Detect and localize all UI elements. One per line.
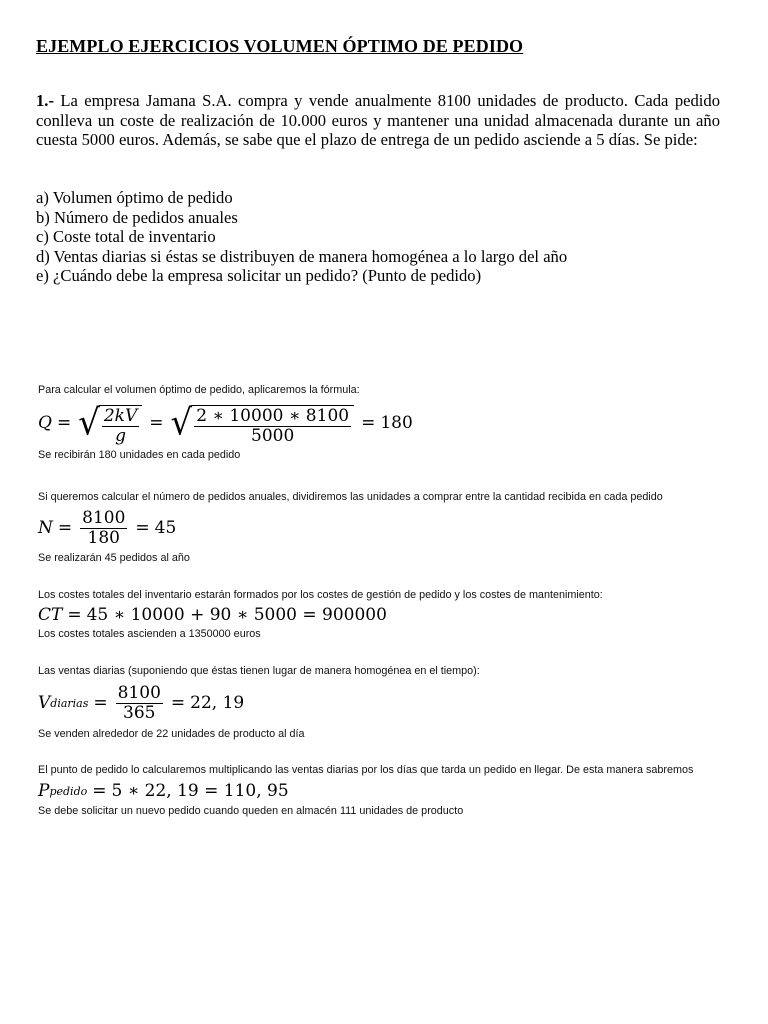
formula-q-f2-num: 2 ∗ 10000 ∗ 8100 bbox=[196, 405, 350, 426]
formula-v-result: 22, 19 bbox=[190, 693, 245, 713]
solution-n-conclusion: Se realizarán 45 pedidos al año bbox=[38, 552, 190, 564]
formula-q-result: 180 bbox=[380, 413, 413, 433]
solution-ct-conclusion: Los costes totales ascienden a 1350000 euros bbox=[38, 628, 261, 640]
solution-n-intro: Si queremos calcular el número de pedidos anuales, dividiremos las unidades a comprar entre la cantidad recibida en cada pedido bbox=[38, 491, 663, 503]
question-d: d) Ventas diarias si éstas se distribuyen de manera homogénea a lo largo del año bbox=[36, 246, 568, 266]
question-a: a) Volumen óptimo de pedido bbox=[36, 188, 233, 207]
formula-v-num: 8100 bbox=[117, 682, 161, 703]
formula-p-sub: pedido bbox=[49, 784, 88, 798]
formula-ct-rhs: 45 ∗ 10000 + 90 ∗ 5000 = 900000 bbox=[86, 605, 387, 625]
solution-total-cost bbox=[38, 589, 728, 641]
formula-ct: CT = 45 ∗ 10000 + 90 ∗ 5000 = 900000 bbox=[38, 605, 387, 625]
question-b: b) Número de pedidos anuales bbox=[36, 207, 238, 227]
solution-v-intro: Las ventas diarias (suponiendo que éstas tienen lugar de manera homogénea en el tiempo): bbox=[38, 665, 480, 677]
solution-daily-sales bbox=[38, 665, 728, 741]
solution-q-intro: Para calcular el volumen óptimo de pedido, aplicaremos la fórmula: bbox=[38, 384, 360, 396]
problem-text: La empresa Jamana S.A. compra y vende anualmente 8100 unidades de producto. Cada pedido conlleva un coste de realización de 10.000 euros y mantener una unidad almacenada durante un año cuesta 5000 euros. Además, se sabe que el plazo de entrega de un pedido asciende a 5 días. Se pide: bbox=[36, 91, 720, 150]
question-list bbox=[36, 188, 736, 286]
formula-q: Q = √ $\frac{2kV}{g}$ = √ $\frac{2 ∗ 10000 ∗ 8100}{5000}$ = 180 bbox=[38, 401, 413, 446]
sqrt-1: √ $\frac{2kV}{g}$ bbox=[78, 401, 142, 446]
solution-v-conclusion: Se venden alrededor de 22 unidades de producto al día bbox=[38, 728, 305, 740]
problem-number: 1.- bbox=[36, 91, 54, 110]
sqrt-2: √ $\frac{2 ∗ 10000 ∗ 8100}{5000}$ bbox=[171, 401, 355, 446]
formula-v-sub: diarias bbox=[50, 696, 89, 710]
solution-reorder-point bbox=[38, 764, 724, 818]
formula-v-lhs: V bbox=[38, 693, 51, 713]
formula-n-result: 45 bbox=[154, 518, 177, 538]
solution-optimal-volume bbox=[38, 384, 728, 462]
solution-p-intro: El punto de pedido lo calcularemos multiplicando las ventas diarias por los días que tarda un pedido en llegar. De esta manera sabremos bbox=[38, 764, 694, 776]
question-c: c) Coste total de inventario bbox=[36, 227, 216, 247]
formula-n-den: 180 bbox=[87, 527, 120, 548]
problem-statement bbox=[36, 91, 720, 150]
formula-p: P pedido = 5 ∗ 22, 19 = 110, 95 bbox=[38, 781, 289, 801]
formula-q-f1-num: 2kV bbox=[103, 405, 138, 426]
solution-p-conclusion: Se debe solicitar un nuevo pedido cuando queden en almacén 111 unidades de producto bbox=[38, 805, 464, 817]
formula-v: V diarias = $\frac{8100}{365}$ = 22, 19 bbox=[38, 682, 245, 723]
solution-ct-intro: Los costes totales del inventario estarán formados por los costes de gestión de pedido y los costes de mantenimiento: bbox=[38, 589, 603, 601]
solution-number-orders bbox=[38, 491, 728, 565]
formula-n-lhs: N bbox=[38, 518, 53, 538]
solution-q-conclusion: Se recibirán 180 unidades en cada pedido bbox=[38, 449, 241, 461]
formula-q-f2-den: 5000 bbox=[251, 425, 295, 446]
formula-n: N = $\frac{8100}{180}$ = 45 bbox=[38, 507, 177, 548]
question-e: e) ¿Cuándo debe la empresa solicitar un pedido? (Punto de pedido) bbox=[36, 266, 482, 286]
formula-p-rhs: 5 ∗ 22, 19 = 110, 95 bbox=[111, 781, 289, 801]
formula-v-den: 365 bbox=[123, 702, 156, 723]
formula-ct-lhs: CT bbox=[38, 605, 63, 625]
formula-q-lhs: Q bbox=[38, 413, 52, 433]
formula-p-lhs: P bbox=[38, 781, 50, 801]
document-title: EJEMPLO EJERCICIOS VOLUMEN ÓPTIMO DE PEDIDO bbox=[36, 36, 524, 56]
formula-q-f1-den: g bbox=[115, 425, 126, 446]
formula-n-num: 8100 bbox=[82, 507, 126, 528]
